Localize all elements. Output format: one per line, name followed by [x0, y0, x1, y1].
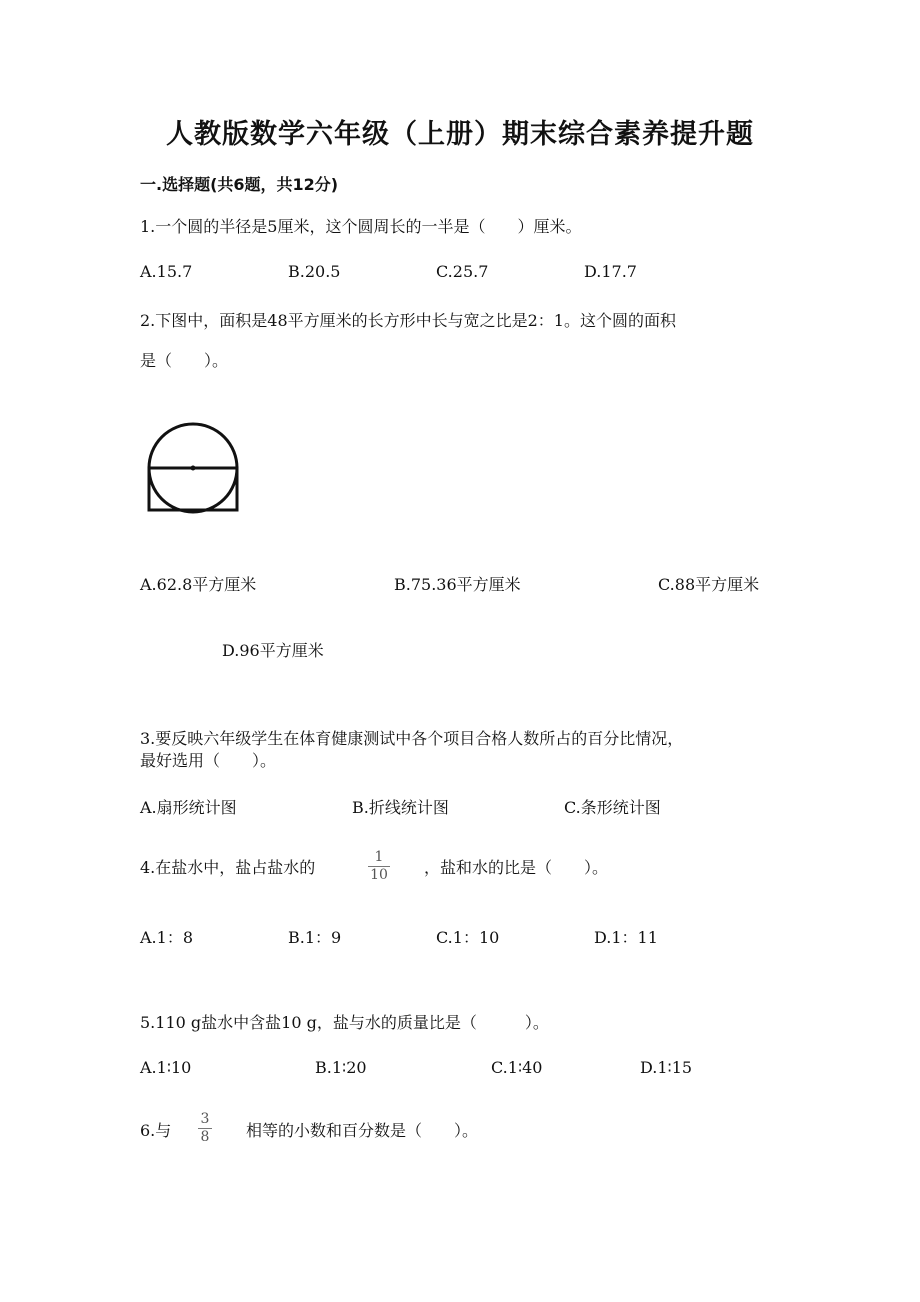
fraction-numerator: 1	[374, 849, 384, 865]
question-5-text: 5.110 g盐水中含盐10 g，盐与水的质量比是（ ）。	[140, 1013, 549, 1032]
question-2-option-a[interactable]: A.62.8平方厘米	[140, 575, 257, 594]
question-3-option-a[interactable]: A.扇形统计图	[140, 798, 237, 817]
question-4-text-suffix: ，盐和水的比是（ ）。	[424, 858, 609, 877]
question-4-text-prefix: 4.在盐水中，盐占盐水的	[140, 858, 316, 877]
question-5-option-d[interactable]: D.1∶15	[640, 1058, 693, 1077]
question-2-option-b[interactable]: B.75.36平方厘米	[394, 575, 521, 594]
question-4-fraction	[368, 850, 390, 883]
question-4-option-d[interactable]: D.1：11	[594, 928, 658, 947]
question-3-option-b[interactable]: B.折线统计图	[352, 798, 449, 817]
fraction-numerator: 3	[200, 1111, 210, 1127]
question-6-fraction	[198, 1112, 212, 1145]
question-1-option-a[interactable]: A.15.7	[140, 262, 193, 281]
question-6-text-prefix: 6.与	[140, 1121, 172, 1140]
question-1-option-c[interactable]: C.25.7	[436, 262, 489, 281]
figure-center-dot	[191, 466, 196, 471]
question-4-option-b[interactable]: B.1：9	[288, 928, 342, 947]
question-1-text: 1.一个圆的半径是5厘米，这个圆周长的一半是（ ）厘米。	[140, 217, 582, 236]
question-2-option-d[interactable]: D.96平方厘米	[222, 641, 324, 660]
figure-rectangle	[149, 468, 237, 510]
fraction-denominator: 8	[200, 1129, 210, 1145]
question-3-option-c[interactable]: C.条形统计图	[564, 798, 661, 817]
question-1-option-d[interactable]: D.17.7	[584, 262, 637, 281]
question-1-option-b[interactable]: B.20.5	[288, 262, 341, 281]
question-2-text-line1: 2.下图中，面积是48平方厘米的长方形中长与宽之比是2：1。这个圆的面积	[140, 311, 676, 330]
question-6-text-suffix: 相等的小数和百分数是（ ）。	[246, 1121, 479, 1140]
page-title: 人教版数学六年级（上册）期末综合素养提升题	[166, 119, 754, 150]
circle-rectangle-figure	[140, 416, 240, 516]
question-3-text-line1: 3.要反映六年级学生在体育健康测试中各个项目合格人数所占的百分比情况，	[140, 729, 684, 748]
question-5-option-a[interactable]: A.1∶10	[140, 1058, 192, 1077]
question-4-option-c[interactable]: C.1：10	[436, 928, 500, 947]
question-2-option-c[interactable]: C.88平方厘米	[658, 575, 760, 594]
question-3-text-line2: 最好选用（ ）。	[140, 751, 277, 770]
question-5-option-b[interactable]: B.1∶20	[315, 1058, 367, 1077]
question-2-text-line2: 是（ ）。	[140, 351, 229, 370]
question-4-option-a[interactable]: A.1：8	[140, 928, 194, 947]
fraction-denominator: 10	[370, 867, 388, 883]
question-5-option-c[interactable]: C.1∶40	[491, 1058, 543, 1077]
section-heading: 一.选择题(共6题，共12分)	[140, 175, 339, 194]
